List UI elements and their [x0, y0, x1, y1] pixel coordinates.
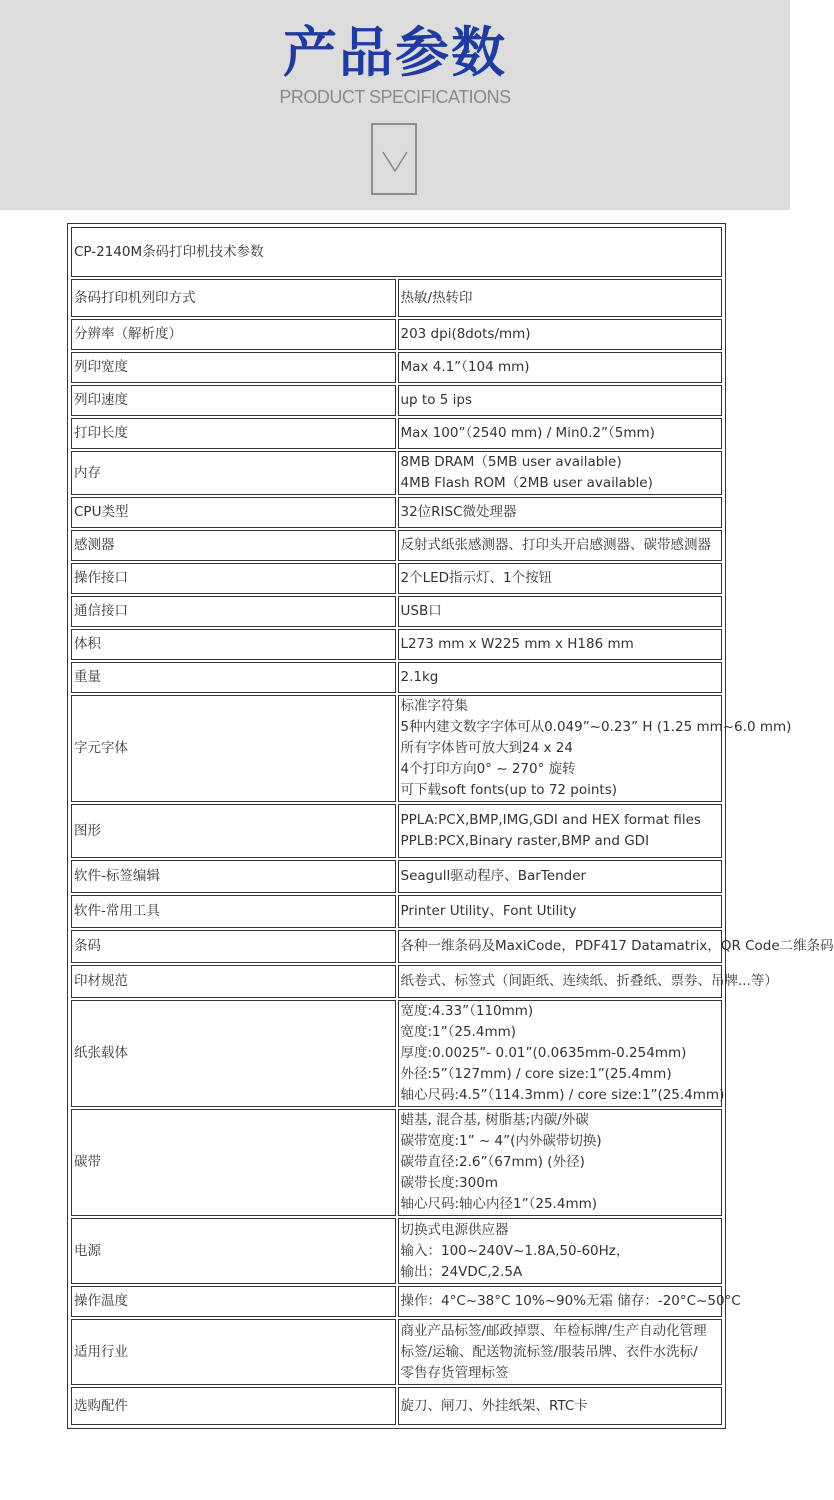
spec-label: 电源	[71, 1218, 396, 1284]
spec-value-line: 热敏/热转印	[400, 289, 473, 306]
spec-value-line: 碳带长度:300m	[400, 1175, 498, 1191]
header-banner	[0, 0, 790, 210]
spec-label: CPU类型	[71, 497, 396, 528]
spec-value	[398, 930, 834, 963]
spec-row	[71, 530, 722, 561]
spec-label: 字元字体	[71, 695, 396, 802]
spec-value-line: 轴心尺码:4.5”（114.3mm) / core size:1”(25.4mm)	[400, 1087, 725, 1103]
spec-value-line: L273 mm x W225 mm x H186 mm	[400, 636, 634, 652]
spec-label: 通信接口	[71, 596, 396, 627]
spec-row	[71, 965, 722, 998]
spec-value	[398, 965, 778, 998]
spec-label: 分辨率（解析度）	[71, 319, 396, 350]
spec-value-line: 2.1kg	[400, 669, 439, 685]
spec-label: 适用行业	[71, 1319, 396, 1385]
spec-value-line: 标准字符集	[400, 698, 468, 714]
spec-row	[71, 352, 722, 383]
spec-value	[398, 385, 723, 416]
spec-label: 内存	[71, 451, 396, 495]
spec-value-line: 切换式电源供应器	[400, 1221, 509, 1238]
spec-value	[398, 1109, 723, 1216]
spec-row	[71, 1218, 722, 1284]
spec-row	[71, 596, 722, 627]
spec-value	[398, 1218, 723, 1284]
spec-row	[71, 279, 722, 317]
spec-row	[71, 418, 722, 449]
spec-value-line: 输出：24VDC,2.5A	[400, 1263, 523, 1280]
spec-value	[398, 352, 723, 383]
spec-label: 软件-标签编辑	[71, 860, 396, 893]
chevron-down-icon	[382, 151, 408, 173]
spec-value	[398, 596, 723, 627]
spec-table	[67, 223, 834, 1429]
spec-label: 图形	[71, 804, 396, 858]
spec-row	[71, 930, 722, 963]
spec-label: 条码打印机列印方式	[71, 279, 396, 317]
spec-value-line: 宽度:1”（25.4mm)	[400, 1024, 517, 1040]
spec-value-line: 纸卷式、标签式（间距纸、连续纸、折叠纸、票券、吊牌...等）	[400, 973, 778, 989]
spec-value	[398, 662, 723, 693]
spec-row	[71, 695, 722, 802]
spec-row	[71, 1387, 722, 1425]
spec-value-line: 可下载soft fonts(up to 72 points)	[400, 782, 618, 798]
spec-value	[398, 1000, 723, 1107]
spec-value-line: 标签/运输、配送物流标签/服装吊牌、衣件水洗标/	[400, 1343, 698, 1360]
spec-label: 感测器	[71, 530, 396, 561]
spec-value	[398, 629, 723, 660]
spec-value-line: 宽度:4.33”（110mm)	[400, 1003, 534, 1019]
spec-value	[398, 563, 723, 594]
spec-value-line: 碳带宽度:1” ~ 4”(内外碳带切换)	[400, 1133, 602, 1149]
page-title: 产品参数	[283, 21, 507, 84]
spec-value-line: 蜡基, 混合基, 树脂基;内碳/外碳	[400, 1112, 589, 1128]
spec-value-line: 输入：100~240V~1.8A,50-60Hz，	[400, 1242, 630, 1259]
spec-row	[71, 1000, 722, 1107]
spec-value	[398, 279, 723, 317]
spec-row	[71, 1109, 722, 1216]
spec-value-line: 零售存货管理标签	[400, 1364, 509, 1381]
spec-label: 打印长度	[71, 418, 396, 449]
spec-label: 碳带	[71, 1109, 396, 1216]
spec-value	[398, 319, 723, 350]
spec-value-line: Seagull驱动程序、BarTender	[400, 868, 587, 884]
spec-value	[398, 895, 723, 928]
spec-row	[71, 895, 722, 928]
spec-value-line: 碳带直径:2.6”（67mm) (外径)	[400, 1154, 585, 1170]
spec-row	[71, 385, 722, 416]
spec-value-line: 32位RISC微处理器	[400, 504, 517, 520]
spec-value	[398, 418, 723, 449]
spec-value	[398, 1286, 741, 1317]
spec-value	[398, 695, 792, 802]
spec-row	[71, 804, 722, 858]
spec-title-row	[71, 227, 722, 277]
spec-value-line: 203 dpi(8dots/mm)	[400, 326, 531, 342]
spec-value-line: 反射式纸张感测器、打印头开启感测器、碳带感测器	[400, 537, 711, 553]
spec-value	[398, 860, 723, 893]
spec-label: 选购配件	[71, 1387, 396, 1425]
spec-value-line: 旋刀、闸刀、外挂纸架、RTC卡	[400, 1397, 588, 1414]
spec-value-line: 各种一维条码及MaxiCode，PDF417 Datamatrix，QR Code二维条码	[400, 938, 834, 954]
spec-table-title: CP-2140M条码打印机技术参数	[71, 227, 722, 277]
spec-value	[398, 451, 723, 495]
spec-row	[71, 662, 722, 693]
spec-row	[71, 563, 722, 594]
spec-value-line: USB口	[400, 603, 442, 619]
spec-value-line: 厚度:0.0025”- 0.01”(0.0635mm-0.254mm)	[400, 1045, 687, 1061]
spec-row	[71, 1286, 722, 1317]
page-subtitle: PRODUCT SPECIFICATIONS	[279, 87, 511, 107]
spec-value-line: PPLA:PCX,BMP,IMG,GDI and HEX format files	[400, 812, 701, 828]
spec-row	[71, 629, 722, 660]
spec-row	[71, 860, 722, 893]
spec-value-line: up to 5 ips	[400, 392, 472, 408]
spec-value-line: 外径:5”（127mm) / core size:1”(25.4mm)	[400, 1066, 672, 1082]
spec-value-line: 操作：4°C~38°C 10%~90%无霜 储存：-20°C~50°C	[400, 1293, 741, 1309]
spec-value	[398, 804, 723, 858]
spec-value-line: 2个LED指示灯、1个按钮	[400, 570, 553, 586]
spec-value-line: PPLB:PCX,Binary raster,BMP and GDI	[400, 833, 650, 849]
spec-label: 操作接口	[71, 563, 396, 594]
spec-label: 软件-常用工具	[71, 895, 396, 928]
spec-label: 体积	[71, 629, 396, 660]
spec-value-line: 4个打印方向0° ~ 270° 旋转	[400, 761, 576, 777]
spec-value-line: 4MB Flash ROM（2MB user available)	[400, 475, 653, 491]
spec-label: 操作温度	[71, 1286, 396, 1317]
spec-value-line: Max 4.1”（104 mm)	[400, 359, 530, 375]
spec-row	[71, 319, 722, 350]
spec-label: 条码	[71, 930, 396, 963]
spec-value	[398, 497, 723, 528]
spec-value-line: 商业产品标签/邮政掉票、年检标牌/生产自动化管理	[400, 1322, 707, 1339]
spec-value-line: Printer Utility、Font Utility	[400, 903, 577, 919]
spec-value-line: Max 100”（2540 mm) / Min0.2”（5mm)	[400, 425, 655, 441]
spec-label: 列印宽度	[71, 352, 396, 383]
spec-value	[398, 1387, 723, 1425]
spec-label: 印材规范	[71, 965, 396, 998]
spec-label: 列印速度	[71, 385, 396, 416]
spec-row	[71, 497, 722, 528]
spec-value	[398, 1319, 723, 1385]
spec-value-line: 5种内建文数字字体可从0.049”~0.23” H (1.25 mm~6.0 mm)	[400, 719, 792, 735]
spec-value-line: 轴心尺码:轴心内径1”（25.4mm)	[400, 1196, 598, 1212]
spec-label: 纸张载体	[71, 1000, 396, 1107]
spec-row	[71, 451, 722, 495]
scroll-down-button[interactable]	[371, 123, 417, 195]
spec-value-line: 所有字体皆可放大到24 x 24	[400, 740, 573, 756]
spec-label: 重量	[71, 662, 396, 693]
spec-value	[398, 530, 723, 561]
spec-value-line: 8MB DRAM（5MB user available)	[400, 454, 622, 470]
spec-row	[71, 1319, 722, 1385]
